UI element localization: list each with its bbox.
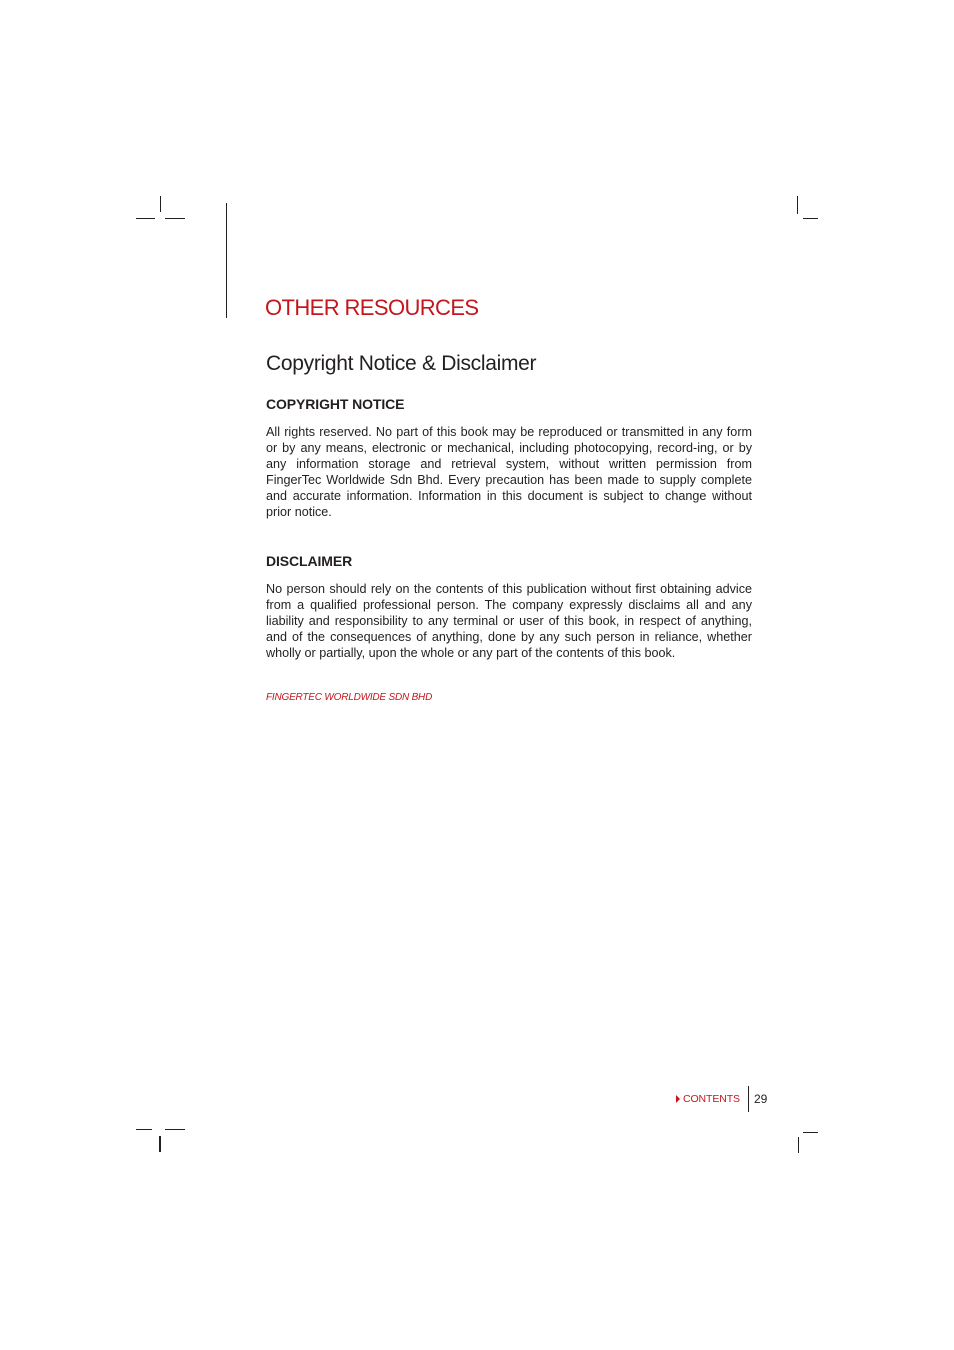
- company-name: FINGERTEC WORLDWIDE SDN BHD: [266, 692, 433, 703]
- crop-mark: [797, 196, 798, 214]
- contents-link[interactable]: [676, 1093, 740, 1105]
- copyright-heading: COPYRIGHT NOTICE: [266, 396, 405, 412]
- copyright-body: All rights reserved. No part of this book may be reproduced or transmitted in any form or by any means, electronic or mechanical, including photocopying, record-ing, or by any information storage and retrieval system, without written permission from FingerTec Worldwide Sdn Bhd. Every precaution has been made to supply complete and accurate information. Information in this document is subject to change without prior notice.: [266, 425, 752, 519]
- crop-mark: [165, 1129, 185, 1130]
- crop-mark: [165, 218, 185, 219]
- page-title: Copyright Notice & Disclaimer: [266, 352, 537, 375]
- crop-mark: [159, 1136, 161, 1152]
- disclaimer-heading: DISCLAIMER: [266, 553, 353, 569]
- crop-mark: [136, 1129, 152, 1130]
- section-title: OTHER RESOURCES: [265, 295, 479, 320]
- crop-mark: [803, 218, 818, 219]
- disclaimer-body: No person should rely on the contents of this publication without first obtaining advice from a qualified professional person. The company expressly disclaims all and any liability and responsibility to any terminal or user of this book, in respect of anything, and of the consequences of anything, done by any such person in reliance, whether wholly or partially, upon the whole or any part of the contents of this book.: [266, 582, 752, 660]
- crop-mark: [798, 1137, 799, 1153]
- footer-divider: [748, 1086, 749, 1112]
- contents-label: CONTENTS: [683, 1093, 740, 1105]
- crop-mark: [136, 218, 155, 219]
- page-number: 29: [754, 1092, 768, 1106]
- crop-mark: [160, 196, 161, 212]
- section-divider: [226, 203, 227, 318]
- caret-right-icon: [676, 1095, 680, 1103]
- crop-mark: [803, 1132, 818, 1133]
